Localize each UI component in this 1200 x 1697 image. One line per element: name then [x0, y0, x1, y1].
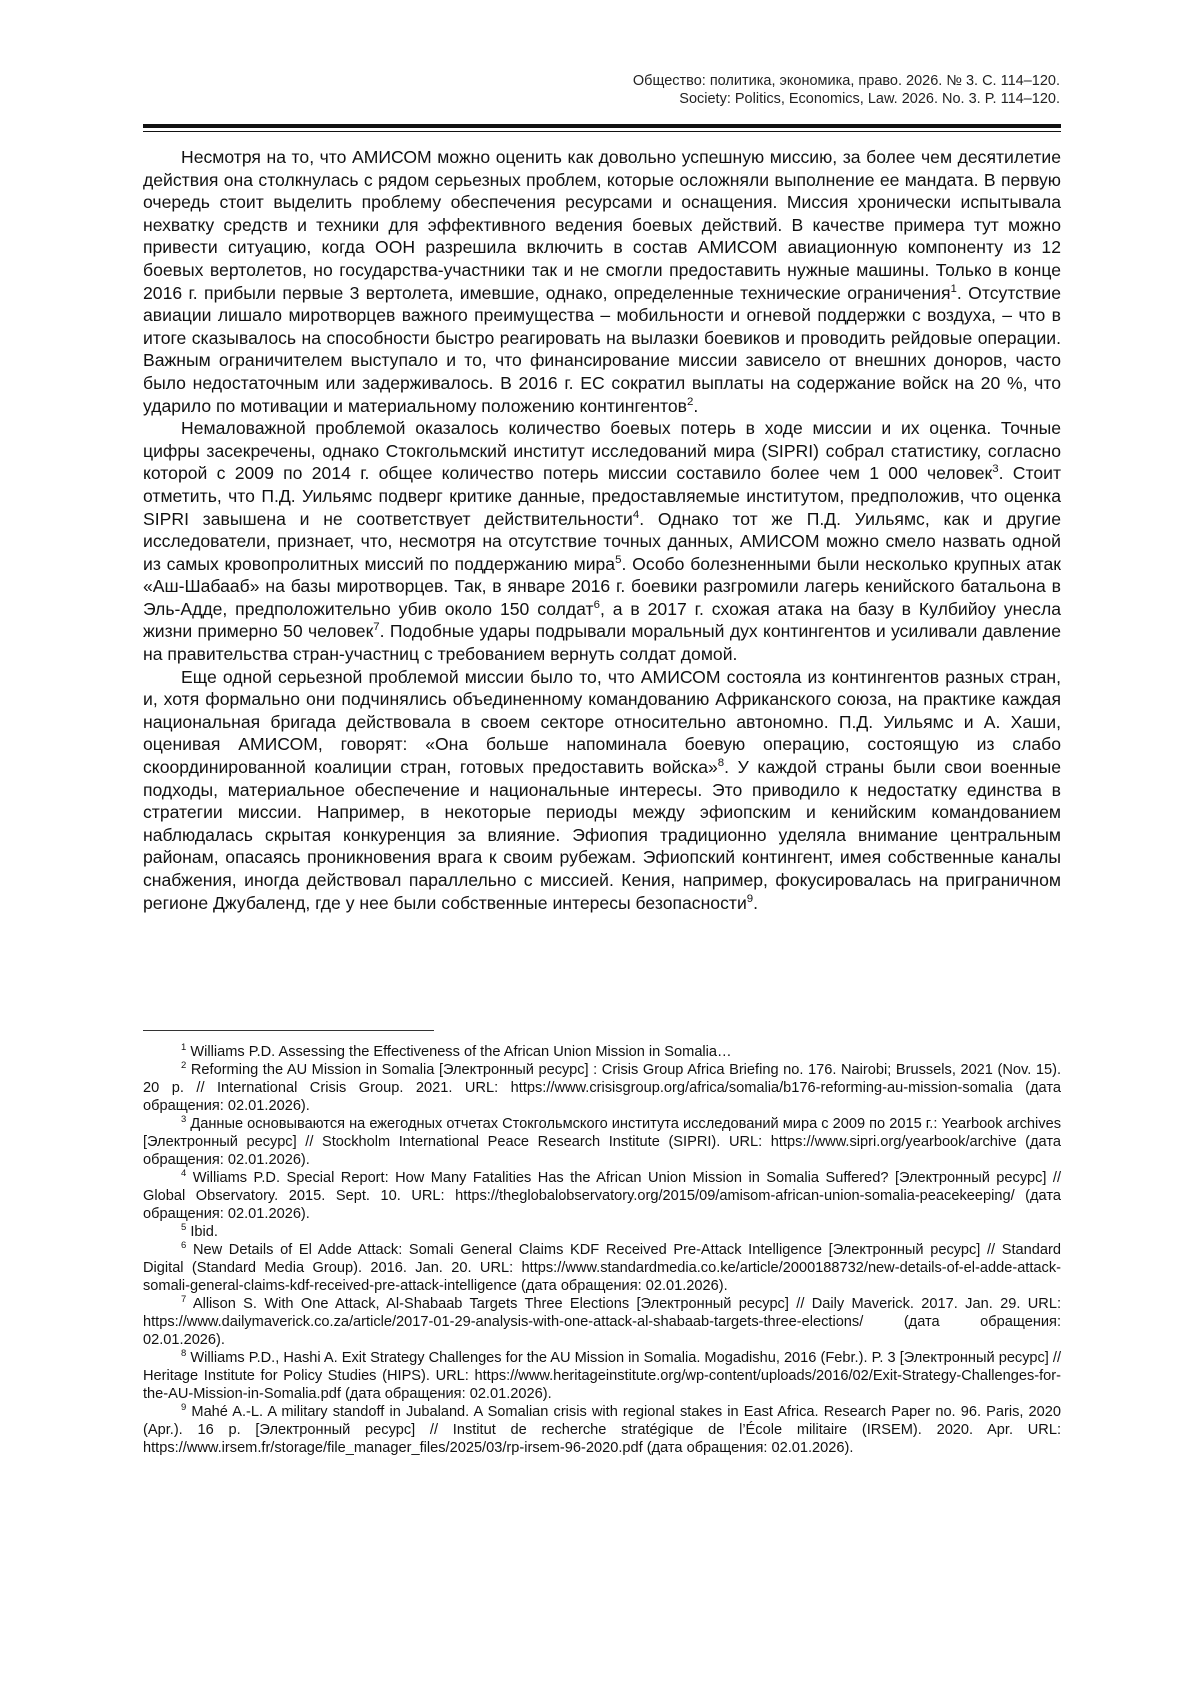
footnote-6: $^6$ New Details of El Adde Attack: Somali General Claims KDF Received Pre-Attack Intelligence [Электронный ресурс] // Standard Digital (Standard Media Group). 2016. Jan. 20. URL: https://www.standardmedia.co.ke/article/2000188732/new-details-of-el-adde-attack-somali-general-claims-kdf-received-pre-attack-intelligence (дата обращения: 02.01.2026).	[143, 1240, 1061, 1294]
footnote-3: $^3$ Данные основываются на ежегодных отчетах Стокгольмского института исследований мира с 2009 по 2015 г.: Yearbook archives [Электронный ресурс] // Stockholm International Peace Research Institute (SIPRI). URL: https://www.sipri.org/yearbook/archive (дата обращения: 02.01.2026).	[143, 1114, 1062, 1168]
footnote-ref[interactable]: 4	[632, 508, 640, 521]
footnote-7: $^7$ Allison S. With One Attack, Al-Shabaab Targets Three Elections [Электронный ресурс] // Daily Maverick. 2017. Jan. 29. URL: https://www.dailymaverick.co.za/article/2017-01-29-analysis-with-one-attack-al-shabaab-targets-three-elections/ (дата обращения: 02.01.2026).	[143, 1294, 1062, 1348]
footnote-number: 5	[181, 1222, 187, 1234]
footnote-4: $^4$ Williams P.D. Special Report: How Many Fatalities Has the African Union Mission in Somalia Suffered? [Электронный ресурс] // Global Observatory. 2015. Sept. 10. URL: https://theglobalobservatory.org/2015/09/amisom-african-union-somalia-peacekeeping/ (дата обращения: 02.01.2026).	[143, 1168, 1062, 1222]
footnote-number: 2	[181, 1060, 187, 1072]
running-head-en: Society: Politics, Economics, Law. 2026. No. 3. P. 114–120.	[679, 91, 1060, 107]
footnote-ref[interactable]: 8	[717, 757, 725, 770]
footnote-number: 1	[181, 1042, 187, 1054]
footnote-separator	[143, 1030, 434, 1031]
paragraph-coordination: Еще одной серьезной проблемой миссии было то, что АМИСОМ состояла из контингентов разных стран, и, хотя формально они подчинялись объединенному командованию Африканского союза, на практике каждая национальная бригада действовала в своем секторе относительно автономно. П.Д. Уильямс и А. Хаши, оценивая АМИСОМ, говорят: «Она больше напоминала боевую операцию, состоящую из слабо скоординированной коалиции стран, готовых предоставить войска»$^8$. У каждой страны были свои военные подходы, материальное обеспечение и национальные интересы. Это приводило к недостатку единства в стратегии миссии. Например, в некоторые периоды между эфиопским и кенийским командованием наблюдалась скрытая конкуренция за влияние. Эфиопия традиционно уделяла внимание центральным районам, опасаясь проникновения врага к своим рубежам. Эфиопский контингент, имея собственные каналы снабжения, иногда действовал параллельно с миссией. Кения, например, фокусировалась на приграничном регионе Джубаленд, где у нее были собственные интересы безопасности$^9$.	[143, 666, 1062, 913]
footnote-ref[interactable]: 9	[746, 892, 754, 905]
footnote-ref[interactable]: 2	[687, 395, 694, 408]
running-head	[260, 72, 1060, 108]
footnote-number: 7	[181, 1294, 187, 1306]
article-body	[143, 146, 1061, 914]
footnote-number: 8	[181, 1348, 187, 1360]
footnote-ref[interactable]: 1	[950, 282, 957, 295]
footnote-ref[interactable]: 7	[373, 621, 380, 634]
footnote-number: 6	[181, 1240, 187, 1252]
footnote-1: $^1$ Williams P.D. Assessing the Effectiveness of the African Union Mission in Somalia…	[181, 1042, 732, 1060]
header-rule-thin	[143, 131, 1061, 132]
footnote-ref[interactable]: 3	[992, 463, 999, 476]
footnote-number: 4	[181, 1168, 187, 1180]
footnotes	[143, 1043, 1061, 1457]
header-rule-thick	[143, 124, 1061, 128]
footnote-5: $^5$ Ibid.	[181, 1222, 218, 1240]
footnote-number: 9	[181, 1402, 187, 1414]
paragraph-resources: Несмотря на то, что АМИСОМ можно оценить как довольно успешную миссию, за более чем десятилетие действия она столкнулась с рядом серьезных проблем, которые осложняли выполнение ее мандата. В первую очередь стоит выделить проблему обеспечения ресурсами и оснащения. Миссия хронически испытывала нехватку средств и техники для эффективного ведения боевых действий. В качестве примера тут можно привести ситуацию, когда ООН разрешила включить в состав АМИСОМ авиационную компоненту из 12 боевых вертолетов, но государства-участники так и не смогли предоставить нужные машины. Только в конце 2016 г. прибыли первые 3 вертолета, имевшие, однако, определенные технические ограничения$^1$. Отсутствие авиации лишало миротворцев важного преимущества – мобильности и огневой поддержки с воздуха, – что в итоге сказывалось на способности быстро реагировать на вылазки боевиков и проводить рейдовые операции. Важным ограничителем выступало и то, что финансирование миссии зависело от внешних доноров, часто было недостаточным или задерживалось. В 2016 г. ЕС сократил выплаты на содержание войск на 20 %, что ударило по мотивации и материальному положению контингентов$^2$.	[143, 147, 1062, 416]
footnote-number: 3	[181, 1114, 187, 1126]
paragraph-casualties: Немаловажной проблемой оказалось количество боевых потерь в ходе миссии и их оценка. Точные цифры засекречены, однако Стокгольмский институт исследований мира (SIPRI) собрал статистику, согласно которой с 2009 по 2014 г. общее количество потерь миссии составило более чем 1 000 человек$^3$. Стоит отметить, что П.Д. Уильямс подверг критике данные, предоставляемые институтом, предположив, что оценка SIPRI завышена и не соответствует действительности$^4$. Однако тот же П.Д. Уильямс, как и другие исследователи, признает, что, несмотря на отсутствие точных данных, АМИСОМ можно смело назвать одной из самых кровопролитных миссий по поддержанию мира$^5$. Особо болезненными были несколько крупных атак «Аш-Шабааб» на базы миротворцев. Так, в январе 2016 г. боевики разгромили лагерь кенийского батальона в Эль-Адде, предположительно убив около 150 солдат$^6$, а в 2017 г. схожая атака на базу в Кулбийоу унесла жизни примерно 50 человек$^7$. Подобные удары подрывали моральный дух контингентов и усиливали давление на правительства стран-участниц с требованием вернуть солдат домой.	[143, 418, 1061, 665]
footnote-ref[interactable]: 5	[615, 553, 622, 566]
footnote-9: $^9$ Mahé A.-L. A military standoff in Jubaland. A Somalian crisis with regional stakes in East Africa. Research Paper no. 96. Paris, 2020 (Apr.). 16 p. [Электронный ресурс] // Institut de recherche stratégique de l’École militaire (IRSEM). 2020. Apr. URL: https://www.irsem.fr/storage/file_manager_files/2025/03/rp-irsem-96-2020.pdf (дата обращения: 02.01.2026).	[143, 1402, 1061, 1456]
footnote-8: $^8$ Williams P.D., Hashi A. Exit Strategy Challenges for the AU Mission in Somalia. Mogadishu, 2016 (Febr.). P. 3 [Электронный ресурс] // Heritage Institute for Policy Studies (HIPS). URL: https://www.heritageinstitute.org/wp-content/uploads/2016/02/Exit-Strategy-Challenges-for-the-AU-Mission-in-Somalia.pdf (дата обращения: 02.01.2026).	[143, 1348, 1062, 1402]
footnote-2: $^2$ Reforming the AU Mission in Somalia [Электронный ресурс] : Crisis Group Africa Briefing no. 176. Nairobi; Brussels, 2021 (Nov. 15). 20 p. // International Crisis Group. 2021. URL: https://www.crisisgroup.org/africa/somalia/b176-reforming-au-mission-somalia (дата обращения: 02.01.2026).	[143, 1060, 1062, 1114]
footnote-ref[interactable]: 6	[593, 599, 600, 612]
running-head-ru: Общество: политика, экономика, право. 2026. № 3. С. 114–120.	[632, 73, 1060, 89]
